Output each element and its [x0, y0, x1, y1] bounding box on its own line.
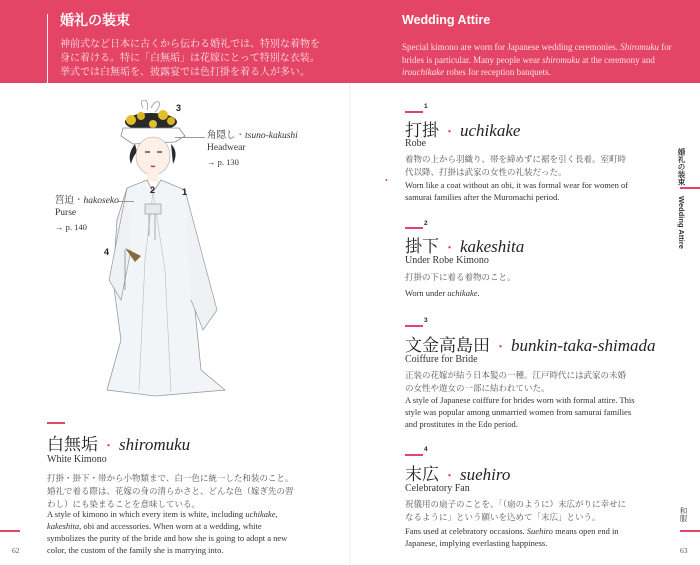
section-intro-en: Special kimono are worn for Japanese wedding ceremonies. Shiromuku for brides is particular. Many people wear shiromuku at the ceremony and irouchikake robes for reception banquets.: [402, 42, 672, 77]
callout-leader-headwear: [175, 137, 205, 138]
entry-desc-ja-shiromuku: 打掛・掛下・帯から小物類まで、白一色に統一した和装のこと。婚礼で着る際は、花嫁の身の清らかさと、どんな色（嫁ぎ先の習わし）にも染まることを意味している。: [47, 473, 294, 509]
entry-subtitle-suehiro: Celebratory Fan: [405, 483, 470, 494]
callout-number-3: 3: [176, 103, 182, 113]
entry-title-uchikake: 打掛 ・ uchikake: [405, 121, 521, 140]
callout-number-1: 1: [182, 187, 188, 197]
entry-marker-shiromuku: [47, 422, 65, 424]
section-index-marker: [680, 530, 700, 532]
entry-marker-1: [405, 111, 423, 113]
section-title-en: Wedding Attire: [402, 13, 491, 27]
side-tab-en: Wedding Attire: [677, 196, 686, 249]
entry-desc-ja-suehiro: 祝儀用の扇子のことを、「（扇のように）末広がりに幸せになるように」という願いを込めて「末広」という。: [405, 499, 627, 522]
entry-title-bunkin-taka-shimada: 文金高島田 ・ bunkin-taka-shimada: [405, 336, 656, 355]
side-tab-marker: [680, 187, 700, 189]
side-tab-ja: 婚礼の装束: [677, 148, 686, 186]
callout-number-2: 2: [150, 185, 156, 195]
entry-subtitle-bunkin-taka-shimada: Coiffure for Bride: [405, 354, 478, 365]
margin-dot: •: [385, 176, 388, 185]
page-gutter: [349, 83, 351, 565]
entry-number-3: 3: [424, 317, 428, 324]
callout-leader-purse: [118, 201, 134, 202]
header-divider: [47, 14, 48, 86]
entry-number-1: 1: [424, 103, 428, 110]
entry-subtitle-uchikake: Robe: [405, 138, 427, 149]
callout-number-4: 4: [104, 247, 110, 257]
page-number-right: 63: [680, 546, 688, 555]
entry-title-shiromuku: 白無垢 ・ shiromuku: [47, 435, 191, 454]
entry-number-4: 4: [424, 446, 428, 453]
entry-desc-ja-uchikake: 着物の上から羽織り、帯を締めずに裾を引く長着。室町時代以降、打掛は武家の女性の礼装だった。: [405, 154, 627, 177]
entry-desc-en-kakeshita: Worn under uchikake.: [405, 288, 480, 298]
entry-marker-2: [405, 227, 423, 229]
entry-desc-en-shiromuku: A style of kimono in which every item is white, including uchikake, kakeshita, obi and accessories. When worn at a wedding, white symbolizes the purity of the bride and how she is going to adopt a new color, the custom of the family she is marrying into.: [47, 509, 288, 555]
entry-title-suehiro: 末広 ・ suehiro: [405, 465, 511, 484]
section-title-ja: 婚礼の装束: [60, 13, 130, 29]
section-intro-ja: 神前式など日本に古くから伝わる婚礼では、特別な着物を身に着ける。特に「白無垢」は花嫁にとって特別な衣装。挙式では白無垢を、披露宴では色打掛を着る人が多い。: [60, 39, 320, 78]
page-number-left: 62: [12, 546, 20, 555]
entry-desc-ja-kakeshita: 打掛の下に着る着物のこと。: [405, 272, 516, 282]
entry-marker-3: [405, 325, 423, 327]
section-index-ja: 和服: [679, 507, 688, 522]
entry-title-kakeshita: 掛下 ・ kakeshita: [405, 237, 525, 256]
entry-desc-ja-bunkin-taka-shimada: 正装の花嫁が結う日本髪の一種。江戸時代には武家の未婚の女性や遊女の一部に結われていた。: [405, 370, 627, 393]
callout-headwear: 角隠し・tsuno-kakushi Headwear → p. 130: [207, 131, 298, 167]
callout-purse: 筥迫・hakoseko Purse → p. 140: [55, 196, 119, 232]
entry-number-2: 2: [424, 220, 428, 227]
entry-desc-en-suehiro: Fans used at celebratory occasions. Suehiro means open end in Japanese, implying everlasting happiness.: [405, 526, 619, 548]
entry-subtitle-kakeshita: Under Robe Kimono: [405, 255, 489, 266]
entry-desc-en-uchikake: Worn like a coat without an obi, it was formal wear for women of samurai families after the Muromachi period.: [405, 180, 629, 202]
entry-desc-en-bunkin-taka-shimada: A style of Japanese coiffure for brides worn with formal attire. This style was popular among unmarried women from samurai families and prostitutes in the Edo period.: [405, 395, 635, 429]
entry-subtitle-shiromuku: White Kimono: [47, 454, 107, 465]
entry-marker-4: [405, 454, 423, 456]
left-edge-marker: [0, 530, 20, 532]
